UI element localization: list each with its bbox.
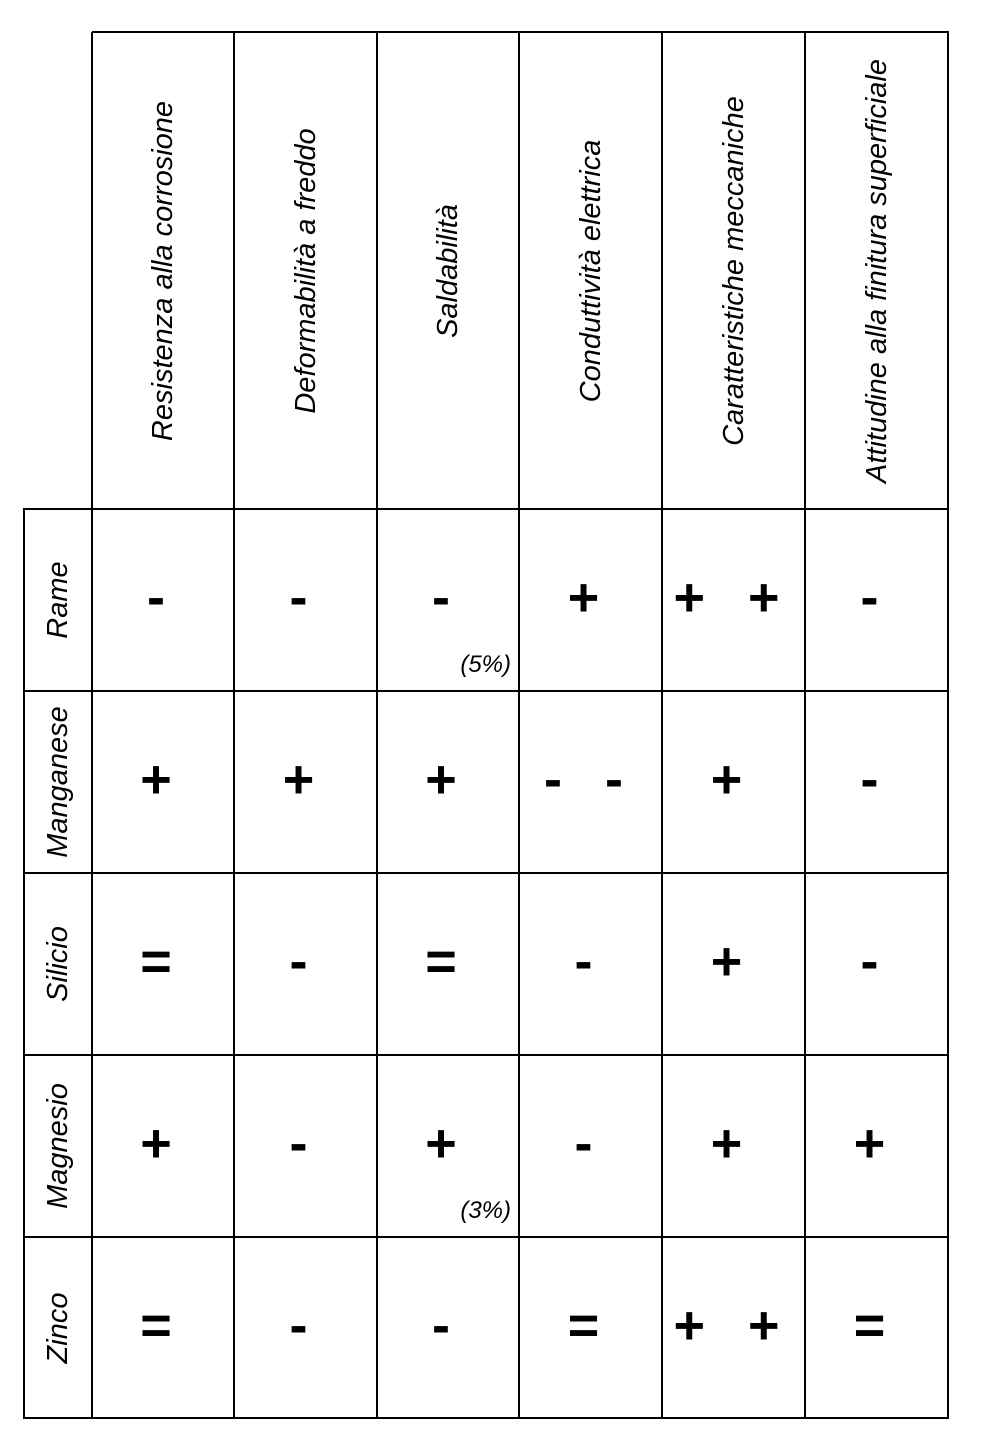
cell-value: = — [853, 1295, 900, 1356]
table-cell — [377, 1055, 519, 1237]
cell-value: - — [289, 1113, 322, 1174]
column-header-label: Attitudine alla finitura superficiale — [860, 59, 893, 483]
row-header — [24, 1237, 91, 1418]
row-header-label: Silicio — [41, 926, 74, 1002]
table-cell — [662, 873, 805, 1055]
table-cell — [805, 691, 948, 873]
column-header — [92, 33, 234, 509]
table-cell — [662, 1055, 805, 1237]
table-cell — [234, 1237, 377, 1418]
cell-value: = — [140, 1295, 186, 1356]
cell-value: - — [574, 931, 607, 992]
cell-value: - — [289, 931, 322, 992]
table-cell — [377, 509, 519, 691]
table-cell — [234, 509, 377, 691]
column-header-label: Resistenza alla corrosione — [147, 100, 179, 442]
table-cell — [377, 873, 519, 1055]
row-header-label: Manganese — [41, 706, 74, 858]
table-cell — [662, 1237, 805, 1418]
cell-value: - — [574, 1113, 607, 1174]
cell-value: - — [289, 567, 322, 628]
cell-value: - — [860, 931, 893, 992]
table-cell — [92, 691, 234, 873]
cell-note: (5%) — [460, 651, 511, 678]
cell-value: = — [140, 931, 186, 992]
table-cell — [805, 509, 948, 691]
table-cell — [519, 1055, 662, 1237]
column-header — [805, 33, 948, 509]
row-header — [24, 691, 91, 873]
cell-value: - — [147, 567, 179, 628]
table-cell — [805, 1237, 948, 1418]
table-cell — [92, 1237, 234, 1418]
table-cell — [519, 873, 662, 1055]
cell-value: + — [710, 749, 757, 810]
cell-value: + — [853, 1113, 900, 1174]
table-cell — [662, 691, 805, 873]
row-header-label: Zinco — [41, 1292, 74, 1363]
cell-value: - — [860, 567, 893, 628]
cell-value: + — [140, 749, 186, 810]
row-header — [24, 509, 91, 691]
cell-value: - - — [544, 749, 637, 810]
column-header — [519, 33, 662, 509]
cell-value: = — [567, 1295, 614, 1356]
table-cell — [519, 1237, 662, 1418]
table-cell — [519, 509, 662, 691]
column-header — [234, 33, 377, 509]
row-header-label: Magnesio — [41, 1083, 74, 1209]
column-header — [662, 33, 805, 509]
column-header — [377, 33, 519, 509]
table-cell — [92, 509, 234, 691]
cell-value: - — [432, 567, 464, 628]
column-header-label: Caratteristiche meccaniche — [717, 96, 750, 446]
table-cell — [234, 873, 377, 1055]
cell-value: - — [432, 1295, 464, 1356]
table-cell — [519, 691, 662, 873]
table-cell — [805, 1055, 948, 1237]
table-cell — [662, 509, 805, 691]
column-header-label: Conduttività elettrica — [574, 139, 607, 403]
cell-value: + — [140, 1113, 186, 1174]
table-cell — [377, 1237, 519, 1418]
cell-note: (3%) — [460, 1197, 511, 1224]
cell-value: + — [425, 749, 471, 810]
cell-value: + + — [673, 1295, 794, 1356]
cell-value: + — [282, 749, 329, 810]
row-header — [24, 873, 91, 1055]
cell-value: - — [860, 749, 893, 810]
table-cell — [805, 873, 948, 1055]
table-cell — [92, 873, 234, 1055]
column-header-label: Deformabilità a freddo — [289, 128, 322, 414]
cell-value: + + — [673, 567, 794, 628]
cell-value: + — [710, 1113, 757, 1174]
column-header-label: Saldabilità — [432, 204, 464, 338]
cell-value: + — [425, 1113, 471, 1174]
cell-value: + — [567, 567, 614, 628]
cell-value: = — [425, 931, 471, 992]
row-header-label: Rame — [41, 561, 74, 639]
table-cell — [377, 691, 519, 873]
table-cell — [234, 1055, 377, 1237]
cell-value: + — [710, 931, 757, 992]
table-cell — [92, 1055, 234, 1237]
cell-value: - — [289, 1295, 322, 1356]
table-cell — [234, 691, 377, 873]
row-header — [24, 1055, 91, 1237]
